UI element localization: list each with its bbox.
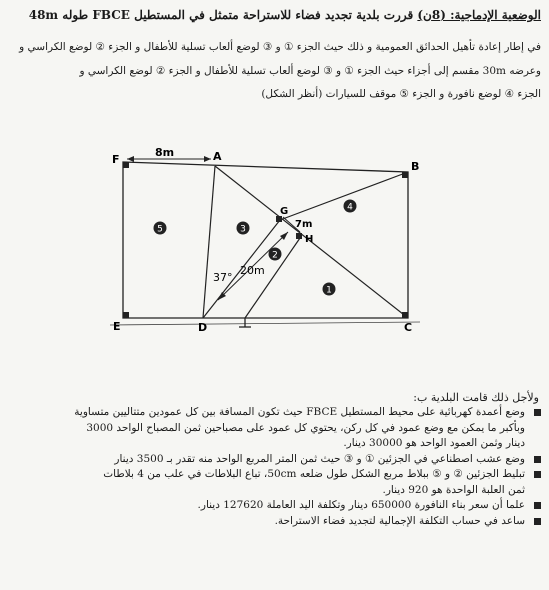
region-label-2: 2 (272, 250, 278, 261)
tasks-intro: ولأجل ذلك قامت البلدية ب: (413, 391, 539, 404)
corner-mark-c (402, 312, 408, 318)
corner-mark-h (296, 233, 302, 239)
vertex-a: A (213, 150, 222, 163)
task-line: دينار وثمن العمود الواحد هو 30000 دينار. (343, 437, 525, 449)
task-line: وضع أعمدة كهربائية على محيط المستطيل FBCE حيث تكون المسافة بين كل عمودين متتاليين متساوية (74, 406, 525, 418)
corner-mark-f (123, 162, 129, 168)
problem-statement: قررت بلدية تجديد فضاء للاستراحة متمثل في المستطيل FBCE طوله 48m (28, 8, 414, 22)
task-item-grass (11, 452, 541, 468)
vertex-g: G (280, 206, 289, 217)
vertex-d: D (198, 321, 208, 334)
vertex-b: B (411, 160, 420, 173)
exercise-title: الوضعية الإدماجية: (8ن) (417, 8, 541, 22)
task-item-total (11, 514, 541, 530)
region-label-4: 4 (347, 202, 353, 213)
bullet-icon (534, 518, 541, 525)
bullet-icon (534, 471, 541, 478)
task-list (11, 405, 541, 529)
arrow-head-fa-left (127, 156, 134, 162)
segment-g-b (280, 172, 408, 220)
vertex-e: E (113, 320, 121, 333)
ground-line (110, 322, 420, 325)
segment-a-d (203, 166, 215, 318)
corner-mark-e (123, 312, 129, 318)
task-line: وبأكبر ما يمكن مع وضع عمود في كل ركن، يحتوي كل عمود على مصباحين ثمن المصباح الواحد 3000 (86, 421, 525, 434)
region-marker-5 (154, 222, 167, 235)
corner-mark-b (402, 172, 408, 178)
vertex-c: C (404, 321, 413, 334)
measure-angle: 37° (213, 271, 233, 284)
region-marker-3 (237, 222, 250, 235)
region-label-3: 3 (240, 224, 246, 235)
region-marker-4 (344, 200, 357, 213)
vertex-h: H (305, 234, 314, 245)
region-marker-2 (269, 248, 282, 261)
task-line: وضع عشب اصطناعي في الجزئين ① و ③ حيث ثمن المتر المربع الواحد منه تقدر بـ 3500 دينار (114, 452, 525, 465)
bullet-icon (534, 409, 541, 416)
bullet-icon (534, 502, 541, 509)
bullet-icon (534, 456, 541, 463)
arrow-head-fa-right (204, 156, 211, 162)
task-line: ثمن العلبة الواحدة هو 920 دينار. (382, 483, 525, 496)
region-marker-1 (323, 283, 336, 296)
measure-dh: 20m (240, 264, 265, 277)
task-line: ساعد في حساب التكلفة الإجمالية لتجديد فضاء الاستراحة. (274, 514, 525, 527)
description-line-2: وعرضه 30m مقسم إلى أجزاء حيث الجزء ① و ③ لوضع ألعاب تسلية للأطفال و الجزء ② لوضع الكراسي و (79, 65, 541, 77)
rectangle-fbce (123, 162, 408, 318)
task-item-poles (11, 405, 541, 452)
task-item-tiles (11, 467, 541, 498)
description-line-3: الجزء ④ لوضع نافورة و الجزء ⑤ موقف للسيارات (أنظر الشكل) (261, 88, 541, 100)
task-line: علما أن سعر بناء النافورة 650000 دينار وتكلفة اليد العاملة 127620 دينار. (197, 499, 525, 511)
measure-fa: 8m (155, 146, 175, 159)
description-line-1: في إطار إعادة تأهيل الحدائق العمومية و ذلك حيث الجزء ① و ③ لوضع ألعاب تسلية للأطفال و الجزء ② لوضع الكراسي و (19, 41, 541, 53)
task-item-fountain (11, 498, 541, 514)
vertex-f: F (112, 153, 120, 166)
region-label-1: 1 (326, 285, 332, 296)
task-line: تبليط الجزئين ② و ⑤ ببلاط مربع الشكل طول ضلعه 50cm، تباع البلاطات في علب من 4 بلاطات (103, 468, 525, 480)
measure-gh: 7m (295, 219, 313, 230)
region-label-5: 5 (157, 224, 163, 235)
